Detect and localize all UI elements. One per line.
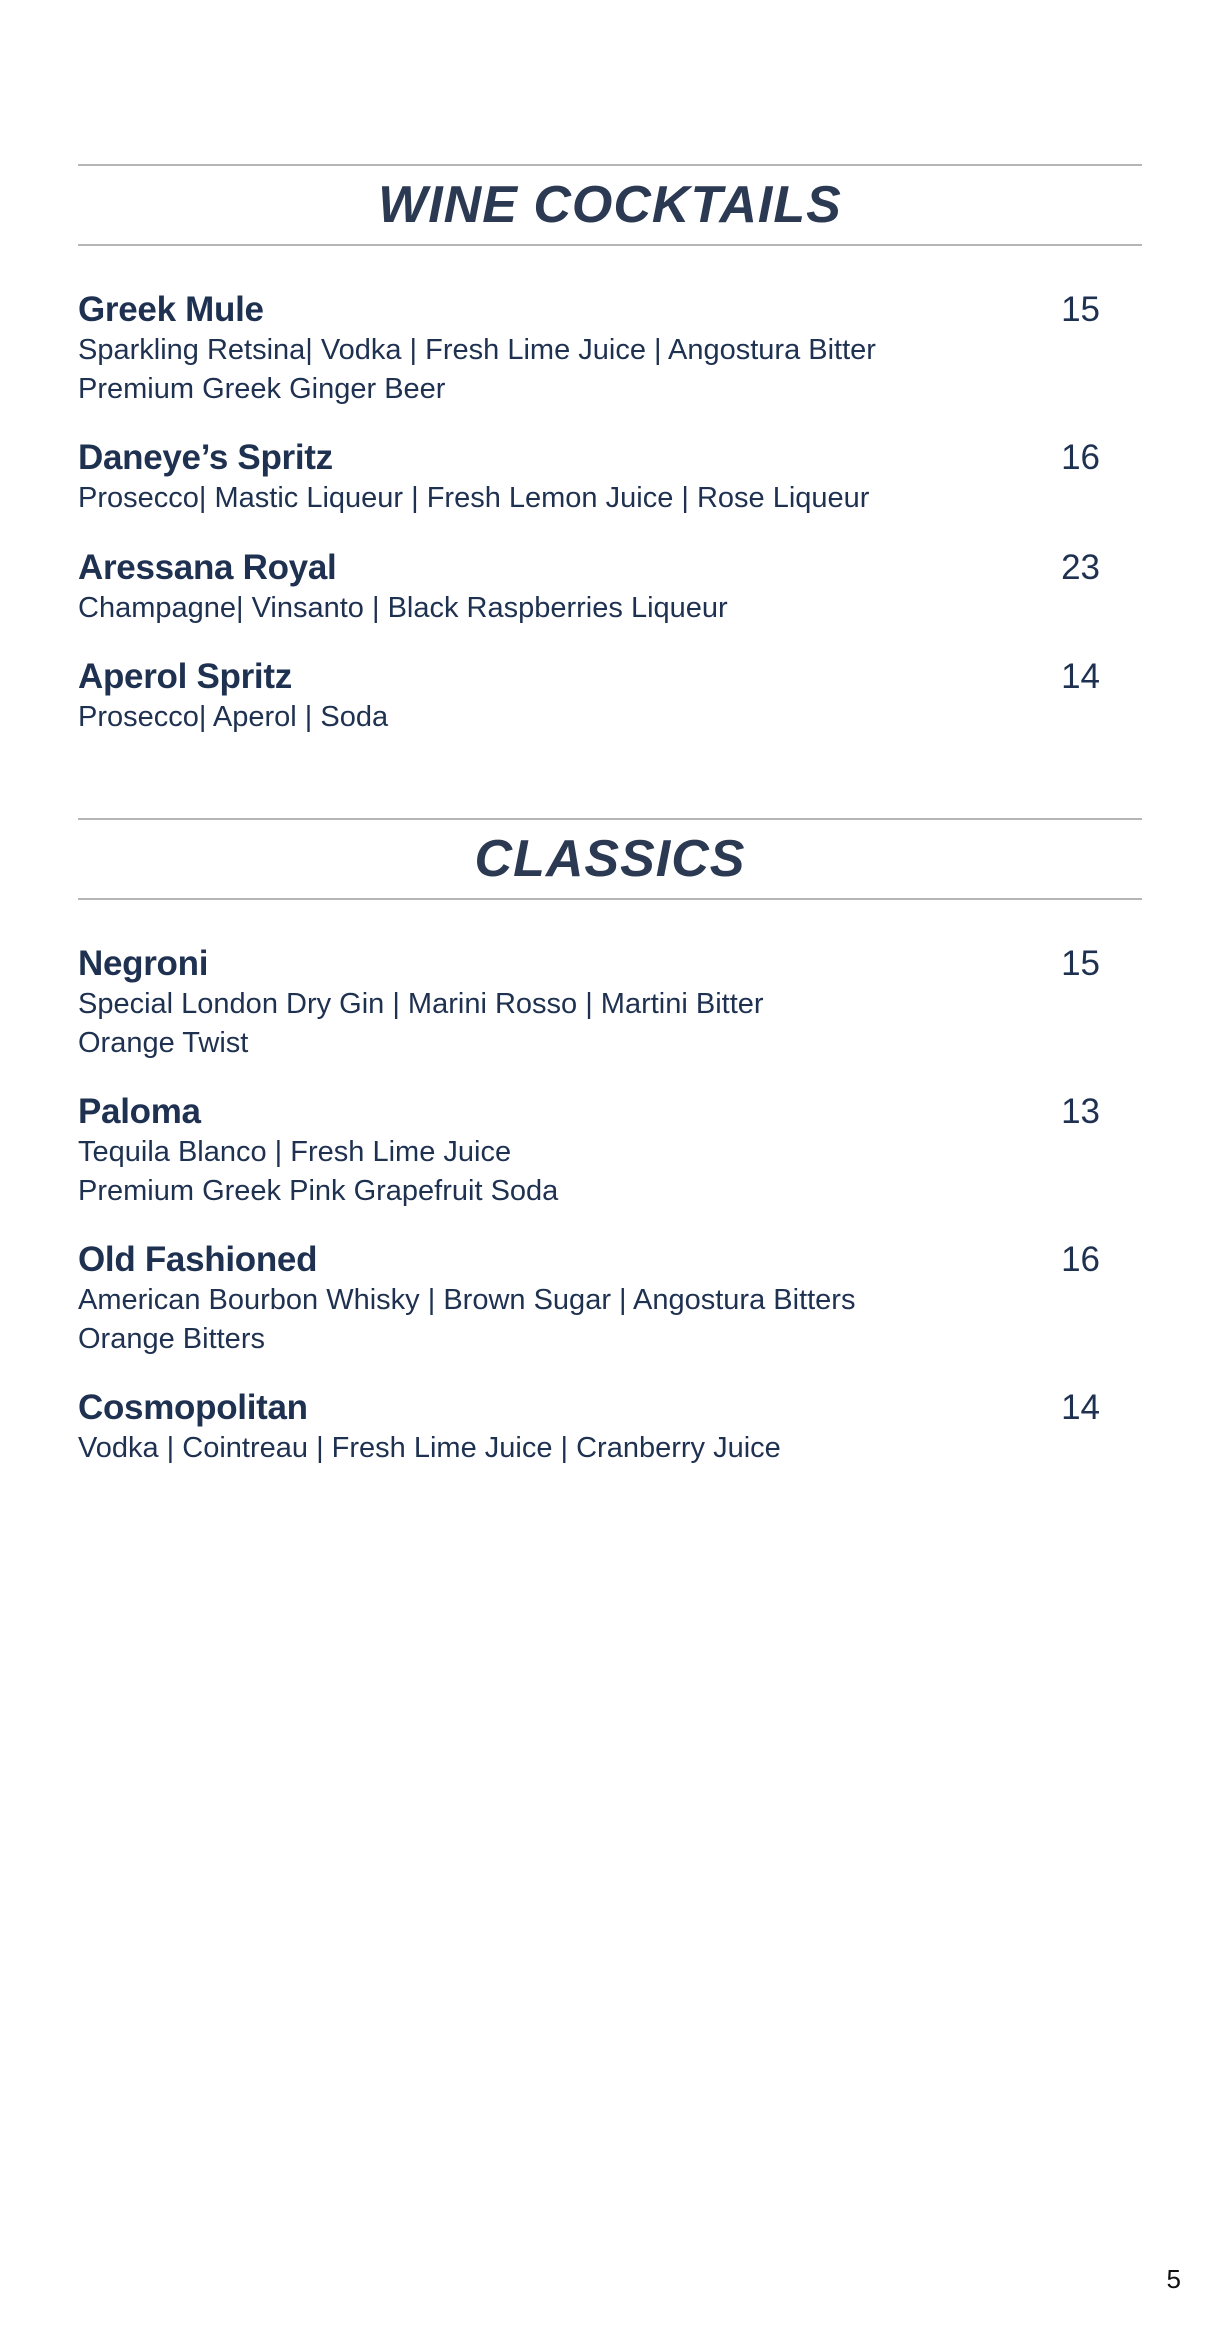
menu-item-old-fashioned [78, 1239, 1142, 1359]
item-name: Paloma [78, 1092, 201, 1131]
item-description: Orange Twist [78, 1027, 249, 1059]
item-price: 16 [1061, 1240, 1100, 1279]
menu-item-paloma [78, 1091, 1142, 1211]
section-title: WINE COCKTAILS [378, 176, 842, 234]
menu-item-cosmopolitan [78, 1387, 1142, 1468]
item-price: 16 [1061, 438, 1100, 477]
item-description: Tequila Blanco | Fresh Lime Juice [78, 1136, 512, 1168]
item-price: 14 [1061, 657, 1100, 696]
item-price: 15 [1061, 944, 1100, 983]
menu-item-daneyes-spritz [78, 437, 1142, 518]
item-name: Greek Mule [78, 290, 264, 329]
section-header-classics [78, 818, 1142, 900]
item-description: Champagne| Vinsanto | Black Raspberries Liqueur [78, 592, 728, 624]
item-price: 23 [1061, 548, 1100, 587]
item-description: Premium Greek Ginger Beer [78, 373, 446, 405]
item-name: Aressana Royal [78, 548, 337, 587]
item-name: Cosmopolitan [78, 1388, 308, 1427]
item-name: Negroni [78, 944, 209, 983]
item-description: American Bourbon Whisky | Brown Sugar | Angostura Bitters [78, 1284, 856, 1316]
item-description: Orange Bitters [78, 1323, 265, 1355]
item-price: 15 [1061, 290, 1100, 329]
item-price: 13 [1061, 1092, 1100, 1131]
item-description: Special London Dry Gin | Marini Rosso | Martini Bitter [78, 988, 764, 1020]
section-header-wine-cocktails [78, 164, 1142, 246]
bottom-divider [78, 244, 1142, 246]
menu-item-aperol-spritz [78, 656, 1142, 737]
menu-item-negroni [78, 943, 1142, 1063]
item-description: Prosecco| Aperol | Soda [78, 701, 389, 733]
page-number: 5 [1166, 2264, 1181, 2294]
item-description: Prosecco| Mastic Liqueur | Fresh Lemon Juice | Rose Liqueur [78, 482, 870, 514]
item-name: Daneye’s Spritz [78, 438, 333, 477]
item-name: Old Fashioned [78, 1240, 318, 1279]
item-description: Sparkling Retsina| Vodka | Fresh Lime Juice | Angostura Bitter [78, 334, 876, 366]
item-price: 14 [1061, 1388, 1100, 1427]
item-description: Premium Greek Pink Grapefruit Soda [78, 1175, 559, 1207]
item-description: Vodka | Cointreau | Fresh Lime Juice | Cranberry Juice [78, 1432, 781, 1464]
bottom-divider [78, 898, 1142, 900]
menu-item-aressana-royal [78, 547, 1142, 628]
menu-item-greek-mule [78, 289, 1142, 409]
section-title: CLASSICS [474, 830, 746, 888]
item-name: Aperol Spritz [78, 657, 292, 696]
